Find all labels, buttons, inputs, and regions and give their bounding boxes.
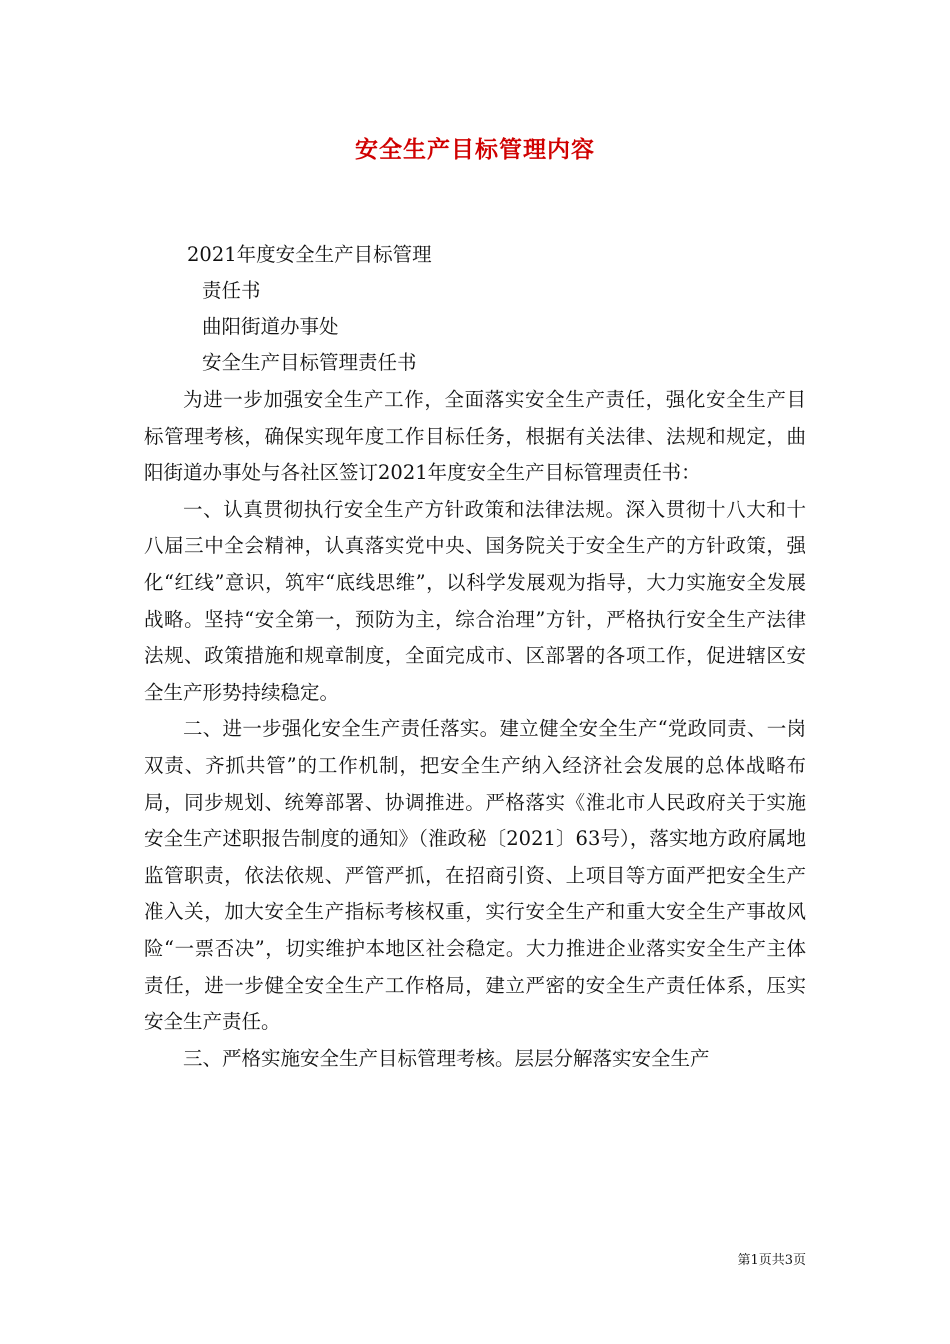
header-line-responsibility: 责任书 [202, 279, 261, 302]
paragraph-intro: 为进一步加强安全生产工作，全面落实安全生产责任，强化安全生产目标管理考核，确保实现年度工作目标任务，根据有关法律、法规和规定，曲阳街道办事处与各社区签订2021年度安全生产目标管理责任书： [144, 388, 806, 485]
paragraph-section-1: 一、认真贯彻执行安全生产方针政策和法律法规。深入贯彻十八大和十八届三中全会精神，认真落实党中央、国务院关于安全生产的方针政策，强化“红线”意识，筑牢“底线思维”，以科学发展观为指导，大力实施安全发展战略。坚持“安全第一，预防为主，综合治理”方针，严格执行安全生产法律法规、政策措施和规章制度，全面完成市、区部署的各项工作，促进辖区安全生产形势持续稳定。 [144, 497, 806, 704]
header-line-year: 2021年度安全生产目标管理 [187, 243, 432, 266]
document-body [144, 382, 806, 1077]
paragraph-section-2: 二、进一步强化安全生产责任落实。建立健全安全生产“党政同责、一岗双责、齐抓共管”的工作机制，把安全生产纳入经济社会发展的总体战略布局，同步规划、统筹部署、协调推进。严格落实《淮北市人民政府关于实施安全生产述职报告制度的通知》（淮政秘〔2021〕63号），落实地方政府属地监管职责，依法依规、严管严抓，在招商引资、上项目等方面严把安全生产准入关，加大安全生产指标考核权重，实行安全生产和重大安全生产事故风险“一票否决”，切实维护本地区社会稳定。大力推进企业落实安全生产主体责任，进一步健全安全生产工作格局，建立严密的安全生产责任体系，压实安全生产责任。 [144, 717, 806, 1034]
paragraph-section-3: 三、严格实施安全生产目标管理考核。层层分解落实安全生产 [183, 1046, 710, 1070]
header-line-office: 曲阳街道办事处 [202, 315, 339, 338]
page-number: 第1页共3页 [737, 1253, 806, 1268]
page-title: 安全生产目标管理内容 [355, 136, 595, 163]
header-line-subtitle: 安全生产目标管理责任书 [202, 351, 417, 374]
